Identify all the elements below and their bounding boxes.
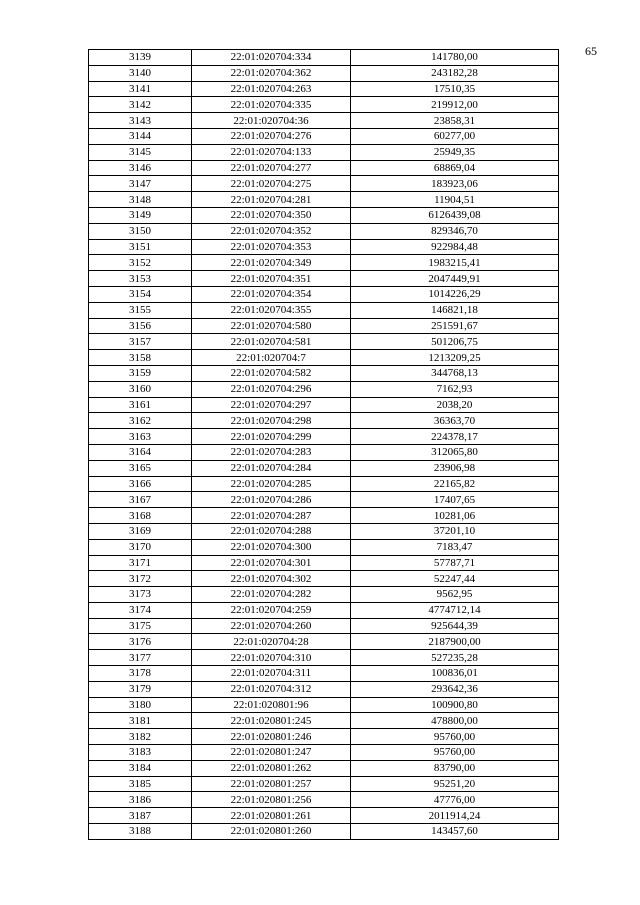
- value-cell: 36363,70: [351, 413, 559, 429]
- cadastral-number-cell: 22:01:020704:581: [192, 334, 351, 350]
- table-row: [89, 729, 559, 745]
- cadastral-number-cell: 22:01:020704:351: [192, 271, 351, 287]
- row-number-cell: 3154: [89, 286, 192, 302]
- row-number-cell: 3182: [89, 729, 192, 745]
- row-number-cell: 3139: [89, 50, 192, 66]
- page-number: 65: [585, 44, 597, 58]
- cadastral-number-cell: 22:01:020704:275: [192, 176, 351, 192]
- cadastral-number-cell: 22:01:020801:262: [192, 760, 351, 776]
- cadastral-number-cell: 22:01:020704:288: [192, 523, 351, 539]
- value-cell: 22165,82: [351, 476, 559, 492]
- row-number-cell: 3146: [89, 160, 192, 176]
- row-number-cell: 3168: [89, 508, 192, 524]
- row-number-cell: 3141: [89, 81, 192, 97]
- row-number-cell: 3152: [89, 255, 192, 271]
- value-cell: 146821,18: [351, 302, 559, 318]
- cadastral-number-cell: 22:01:020704:277: [192, 160, 351, 176]
- cadastral-number-cell: 22:01:020704:286: [192, 492, 351, 508]
- cadastral-number-cell: 22:01:020704:354: [192, 286, 351, 302]
- cadastral-number-cell: 22:01:020704:353: [192, 239, 351, 255]
- value-cell: 2011914,24: [351, 808, 559, 824]
- table-row: [89, 271, 559, 287]
- cadastral-number-cell: 22:01:020704:580: [192, 318, 351, 334]
- table-row: [89, 207, 559, 223]
- table-row: [89, 697, 559, 713]
- table-row: [89, 192, 559, 208]
- table-row: [89, 602, 559, 618]
- table-row: [89, 365, 559, 381]
- value-cell: 23858,31: [351, 113, 559, 129]
- cadastral-number-cell: 22:01:020704:276: [192, 128, 351, 144]
- value-cell: 922984,48: [351, 239, 559, 255]
- cadastral-number-cell: 22:01:020801:96: [192, 697, 351, 713]
- cadastral-number-cell: 22:01:020704:352: [192, 223, 351, 239]
- table-body: [89, 50, 559, 840]
- value-cell: 95251,20: [351, 776, 559, 792]
- table-row: [89, 81, 559, 97]
- row-number-cell: 3153: [89, 271, 192, 287]
- table-row: [89, 97, 559, 113]
- cadastral-number-cell: 22:01:020801:246: [192, 729, 351, 745]
- table-row: [89, 128, 559, 144]
- cadastral-number-cell: 22:01:020801:261: [192, 808, 351, 824]
- table-row: [89, 492, 559, 508]
- table-row: [89, 113, 559, 129]
- table-row: [89, 760, 559, 776]
- cadastral-number-cell: 22:01:020801:245: [192, 713, 351, 729]
- value-cell: 68869,04: [351, 160, 559, 176]
- row-number-cell: 3144: [89, 128, 192, 144]
- cadastral-number-cell: 22:01:020704:335: [192, 97, 351, 113]
- value-cell: 17510,35: [351, 81, 559, 97]
- row-number-cell: 3161: [89, 397, 192, 413]
- row-number-cell: 3165: [89, 460, 192, 476]
- row-number-cell: 3178: [89, 666, 192, 682]
- cadastral-number-cell: 22:01:020704:263: [192, 81, 351, 97]
- value-cell: 293642,36: [351, 681, 559, 697]
- value-cell: 11904,51: [351, 192, 559, 208]
- value-cell: 1213209,25: [351, 350, 559, 366]
- table-row: [89, 50, 559, 66]
- table-row: [89, 350, 559, 366]
- cadastral-number-cell: 22:01:020704:36: [192, 113, 351, 129]
- row-number-cell: 3170: [89, 539, 192, 555]
- cadastral-number-cell: 22:01:020801:260: [192, 824, 351, 840]
- cadastral-number-cell: 22:01:020704:283: [192, 444, 351, 460]
- table-row: [89, 476, 559, 492]
- value-cell: 141780,00: [351, 50, 559, 66]
- cadastral-number-cell: 22:01:020704:310: [192, 650, 351, 666]
- value-cell: 251591,67: [351, 318, 559, 334]
- cadastral-number-cell: 22:01:020704:287: [192, 508, 351, 524]
- row-number-cell: 3162: [89, 413, 192, 429]
- value-cell: 17407,65: [351, 492, 559, 508]
- row-number-cell: 3166: [89, 476, 192, 492]
- table-row: [89, 286, 559, 302]
- cadastral-number-cell: 22:01:020704:28: [192, 634, 351, 650]
- cadastral-number-cell: 22:01:020801:257: [192, 776, 351, 792]
- value-cell: 100900,80: [351, 697, 559, 713]
- value-cell: 95760,00: [351, 745, 559, 761]
- value-cell: 6126439,08: [351, 207, 559, 223]
- table-row: [89, 508, 559, 524]
- value-cell: 925644,39: [351, 618, 559, 634]
- row-number-cell: 3143: [89, 113, 192, 129]
- value-cell: 501206,75: [351, 334, 559, 350]
- row-number-cell: 3158: [89, 350, 192, 366]
- row-number-cell: 3155: [89, 302, 192, 318]
- cadastral-number-cell: 22:01:020704:349: [192, 255, 351, 271]
- value-cell: 57787,71: [351, 555, 559, 571]
- row-number-cell: 3176: [89, 634, 192, 650]
- value-cell: 37201,10: [351, 523, 559, 539]
- table-row: [89, 397, 559, 413]
- value-cell: 243182,28: [351, 65, 559, 81]
- row-number-cell: 3173: [89, 587, 192, 603]
- row-number-cell: 3149: [89, 207, 192, 223]
- table-row: [89, 176, 559, 192]
- table-row: [89, 381, 559, 397]
- value-cell: 83790,00: [351, 760, 559, 776]
- cadastral-number-cell: 22:01:020704:260: [192, 618, 351, 634]
- row-number-cell: 3174: [89, 602, 192, 618]
- row-number-cell: 3148: [89, 192, 192, 208]
- value-cell: 47776,00: [351, 792, 559, 808]
- cadastral-number-cell: 22:01:020704:282: [192, 587, 351, 603]
- row-number-cell: 3181: [89, 713, 192, 729]
- value-cell: 312065,80: [351, 444, 559, 460]
- value-cell: 7183,47: [351, 539, 559, 555]
- cadastral-number-cell: 22:01:020704:301: [192, 555, 351, 571]
- table-row: [89, 792, 559, 808]
- table-row: [89, 239, 559, 255]
- row-number-cell: 3175: [89, 618, 192, 634]
- cadastral-number-cell: 22:01:020801:256: [192, 792, 351, 808]
- cadastral-number-cell: 22:01:020704:285: [192, 476, 351, 492]
- row-number-cell: 3183: [89, 745, 192, 761]
- value-cell: 219912,00: [351, 97, 559, 113]
- table-row: [89, 824, 559, 840]
- row-number-cell: 3150: [89, 223, 192, 239]
- value-cell: 60277,00: [351, 128, 559, 144]
- table-row: [89, 318, 559, 334]
- row-number-cell: 3188: [89, 824, 192, 840]
- row-number-cell: 3186: [89, 792, 192, 808]
- row-number-cell: 3159: [89, 365, 192, 381]
- row-number-cell: 3171: [89, 555, 192, 571]
- cadastral-number-cell: 22:01:020704:350: [192, 207, 351, 223]
- value-cell: 478800,00: [351, 713, 559, 729]
- value-cell: 344768,13: [351, 365, 559, 381]
- row-number-cell: 3147: [89, 176, 192, 192]
- table-row: [89, 334, 559, 350]
- table-row: [89, 808, 559, 824]
- table-row: [89, 713, 559, 729]
- table-row: [89, 523, 559, 539]
- cadastral-number-cell: 22:01:020704:133: [192, 144, 351, 160]
- table-row: [89, 555, 559, 571]
- table-row: [89, 160, 559, 176]
- value-cell: 1983215,41: [351, 255, 559, 271]
- row-number-cell: 3172: [89, 571, 192, 587]
- table-row: [89, 618, 559, 634]
- value-cell: 183923,06: [351, 176, 559, 192]
- value-cell: 224378,17: [351, 429, 559, 445]
- table-row: [89, 745, 559, 761]
- table-row: [89, 429, 559, 445]
- table-row: [89, 223, 559, 239]
- value-cell: 10281,06: [351, 508, 559, 524]
- table-row: [89, 539, 559, 555]
- row-number-cell: 3177: [89, 650, 192, 666]
- cadastral-number-cell: 22:01:020704:302: [192, 571, 351, 587]
- table-row: [89, 144, 559, 160]
- value-cell: 2187900,00: [351, 634, 559, 650]
- cadastral-number-cell: 22:01:020704:297: [192, 397, 351, 413]
- cadastral-number-cell: 22:01:020704:299: [192, 429, 351, 445]
- cadastral-number-cell: 22:01:020704:312: [192, 681, 351, 697]
- row-number-cell: 3167: [89, 492, 192, 508]
- row-number-cell: 3145: [89, 144, 192, 160]
- row-number-cell: 3164: [89, 444, 192, 460]
- value-cell: 52247,44: [351, 571, 559, 587]
- value-cell: 1014226,29: [351, 286, 559, 302]
- cadastral-number-cell: 22:01:020801:247: [192, 745, 351, 761]
- table-row: [89, 444, 559, 460]
- value-cell: 25949,35: [351, 144, 559, 160]
- value-cell: 2038,20: [351, 397, 559, 413]
- row-number-cell: 3180: [89, 697, 192, 713]
- value-cell: 829346,70: [351, 223, 559, 239]
- row-number-cell: 3140: [89, 65, 192, 81]
- row-number-cell: 3157: [89, 334, 192, 350]
- cadastral-number-cell: 22:01:020704:259: [192, 602, 351, 618]
- value-cell: 23906,98: [351, 460, 559, 476]
- table-row: [89, 460, 559, 476]
- row-number-cell: 3151: [89, 239, 192, 255]
- cadastral-number-cell: 22:01:020704:298: [192, 413, 351, 429]
- cadastral-value-table: [88, 49, 559, 840]
- table-row: [89, 666, 559, 682]
- row-number-cell: 3169: [89, 523, 192, 539]
- cadastral-number-cell: 22:01:020704:334: [192, 50, 351, 66]
- table-row: [89, 681, 559, 697]
- cadastral-number-cell: 22:01:020704:300: [192, 539, 351, 555]
- row-number-cell: 3185: [89, 776, 192, 792]
- value-cell: 2047449,91: [351, 271, 559, 287]
- row-number-cell: 3156: [89, 318, 192, 334]
- table-row: [89, 587, 559, 603]
- row-number-cell: 3142: [89, 97, 192, 113]
- value-cell: 9562,95: [351, 587, 559, 603]
- table-row: [89, 634, 559, 650]
- value-cell: 7162,93: [351, 381, 559, 397]
- table-row: [89, 255, 559, 271]
- cadastral-number-cell: 22:01:020704:362: [192, 65, 351, 81]
- row-number-cell: 3184: [89, 760, 192, 776]
- cadastral-number-cell: 22:01:020704:7: [192, 350, 351, 366]
- row-number-cell: 3163: [89, 429, 192, 445]
- row-number-cell: 3160: [89, 381, 192, 397]
- cadastral-number-cell: 22:01:020704:355: [192, 302, 351, 318]
- cadastral-number-cell: 22:01:020704:284: [192, 460, 351, 476]
- table-row: [89, 776, 559, 792]
- cadastral-number-cell: 22:01:020704:582: [192, 365, 351, 381]
- table-row: [89, 413, 559, 429]
- row-number-cell: 3187: [89, 808, 192, 824]
- table-row: [89, 650, 559, 666]
- value-cell: 95760,00: [351, 729, 559, 745]
- cadastral-number-cell: 22:01:020704:296: [192, 381, 351, 397]
- value-cell: 4774712,14: [351, 602, 559, 618]
- cadastral-number-cell: 22:01:020704:311: [192, 666, 351, 682]
- value-cell: 143457,60: [351, 824, 559, 840]
- value-cell: 527235,28: [351, 650, 559, 666]
- table-row: [89, 302, 559, 318]
- row-number-cell: 3179: [89, 681, 192, 697]
- table-row: [89, 65, 559, 81]
- cadastral-number-cell: 22:01:020704:281: [192, 192, 351, 208]
- table-row: [89, 571, 559, 587]
- value-cell: 100836,01: [351, 666, 559, 682]
